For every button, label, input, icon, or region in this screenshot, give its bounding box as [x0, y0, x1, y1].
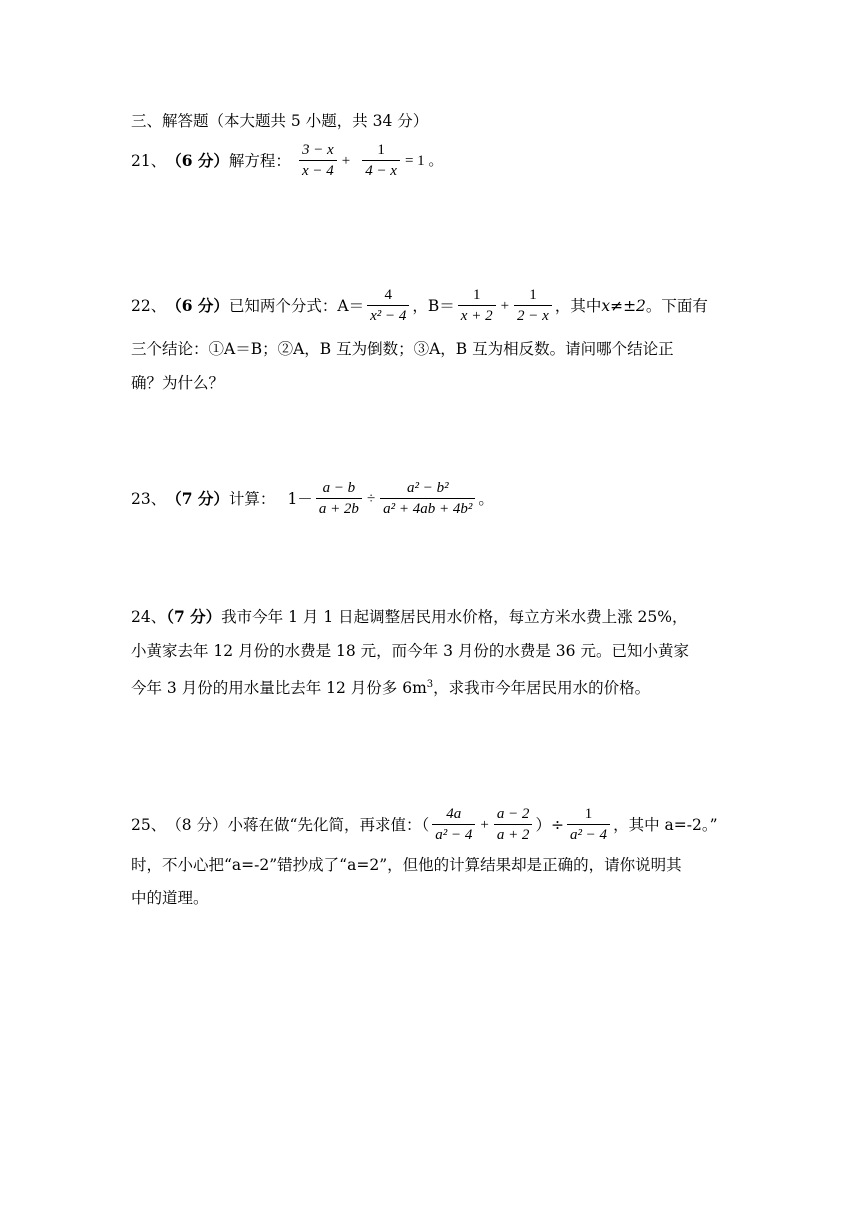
- q23-tail: 。: [478, 489, 494, 508]
- q23-fraction-1-numerator: a − b: [322, 480, 356, 496]
- q25-text-3: ，其中 a=-2。”: [613, 815, 718, 834]
- q21-plus-sign: +: [341, 152, 351, 169]
- q25-fraction-1-denominator: a² − 4: [435, 827, 473, 843]
- q24-line-1: 我市今年 1 月 1 日起调整居民用水价格，每立方米水费上涨 25%，: [221, 608, 688, 626]
- q24-line-3a: 今年 3 月份的用水量比去年 12 月份多 6m: [131, 679, 427, 697]
- question-23: [131, 478, 494, 519]
- q21-equation-tail: = 1 。: [404, 152, 444, 169]
- q22-text-4: 。下面有: [645, 296, 708, 315]
- q23-fraction-1-denominator: a + 2b: [318, 501, 359, 517]
- q22-fraction-a: [367, 285, 409, 326]
- q25-fraction-1: [432, 804, 475, 845]
- q21-fraction-2-numerator: 1: [377, 142, 385, 158]
- q22-text-1: 已知两个分式：A＝: [228, 296, 365, 315]
- section-title: 三、解答题（本大题共 5 小题，共 34 分）: [131, 112, 429, 130]
- q22-fraction-b2-denominator: 2 − x: [517, 308, 549, 324]
- q25-fraction-2-denominator: a + 2: [496, 827, 530, 843]
- q22-fraction-a-numerator: 4: [384, 287, 393, 303]
- q23-one-minus: 1－: [287, 489, 313, 508]
- q24-line-2: 小黄家去年 12 月份的水费是 18 元，而今年 3 月份的水费是 36 元。已知小黄家: [131, 642, 689, 660]
- q22-points: （6 分）: [166, 295, 229, 315]
- q25-fraction-3-numerator: 1: [584, 806, 593, 822]
- q25-text-1: 小蒋在做“先化简，再求值：（: [227, 815, 430, 834]
- question-24: [131, 604, 687, 630]
- q22-fraction-b1-numerator: 1: [472, 287, 481, 303]
- q23-fraction-2: [380, 478, 475, 519]
- q23-fraction-1: [316, 478, 362, 519]
- q21-fraction-2: [362, 140, 400, 181]
- q21-fraction-1-numerator: 3 − x: [301, 142, 334, 158]
- q21-instruction: 解方程：: [228, 151, 291, 170]
- q21-number: 21、: [131, 151, 167, 170]
- q21-points: （6 分）: [166, 150, 229, 170]
- q22-plus-sign: +: [500, 297, 510, 314]
- q25-fraction-3-denominator: a² − 4: [569, 827, 608, 843]
- q25-number: 25、: [131, 815, 167, 834]
- q25-points: （8 分）: [166, 815, 228, 834]
- q25-fraction-1-numerator: 4a: [446, 806, 462, 822]
- q23-fraction-2-numerator: a² − b²: [406, 480, 449, 496]
- q25-plus-sign: +: [480, 816, 489, 833]
- q25-text-2: ）÷: [535, 815, 564, 834]
- q22-fraction-b1: [458, 285, 496, 326]
- q22-text-3: ，其中: [554, 296, 602, 315]
- q25-line-3: 中的道理。: [131, 889, 209, 907]
- q22-line-2: 三个结论：①A＝B；②A，B 互为倒数；③A，B 互为相反数。请问哪个结论正: [131, 340, 674, 358]
- q23-instruction: 计算：: [228, 489, 276, 508]
- q25-line-2: 时，不小心把“a=-2”错抄成了“a=2”，但他的计算结果却是正确的，请你说明其: [131, 856, 682, 874]
- q22-text-2: ，B＝: [412, 296, 455, 315]
- q23-divide-sign: ÷: [366, 490, 376, 507]
- question-22: [131, 285, 708, 326]
- question-21: [131, 140, 445, 181]
- q22-fraction-b2: [514, 285, 552, 326]
- q24-line-3: [131, 672, 650, 701]
- q24-points: （7 分）: [166, 607, 222, 626]
- q23-number: 23、: [131, 489, 167, 508]
- q25-fraction-2: [494, 804, 533, 845]
- q25-fraction-3: [567, 804, 610, 845]
- q22-fraction-b1-denominator: x + 2: [460, 308, 493, 324]
- q21-fraction-1-denominator: x − 4: [301, 163, 334, 179]
- section-heading: [131, 108, 428, 134]
- q22-condition: x≠±2: [601, 296, 646, 315]
- q24-superscript: 3: [426, 679, 434, 690]
- q22-number: 22、: [131, 296, 167, 315]
- q23-fraction-2-denominator: a² + 4ab + 4b²: [383, 501, 473, 517]
- q22-line-3: 确？为什么？: [131, 374, 225, 392]
- question-25: [131, 804, 718, 845]
- q23-points: （7 分）: [166, 488, 229, 508]
- q24-line-3b: ，求我市今年居民用水的价格。: [433, 679, 651, 697]
- q21-fraction-2-denominator: 4 − x: [365, 163, 397, 179]
- q21-fraction-1: [299, 140, 337, 181]
- q22-fraction-a-denominator: x² − 4: [370, 308, 407, 324]
- q22-fraction-b2-numerator: 1: [529, 287, 537, 303]
- q25-fraction-2-numerator: a − 2: [496, 806, 530, 822]
- q24-number: 24、: [131, 608, 167, 626]
